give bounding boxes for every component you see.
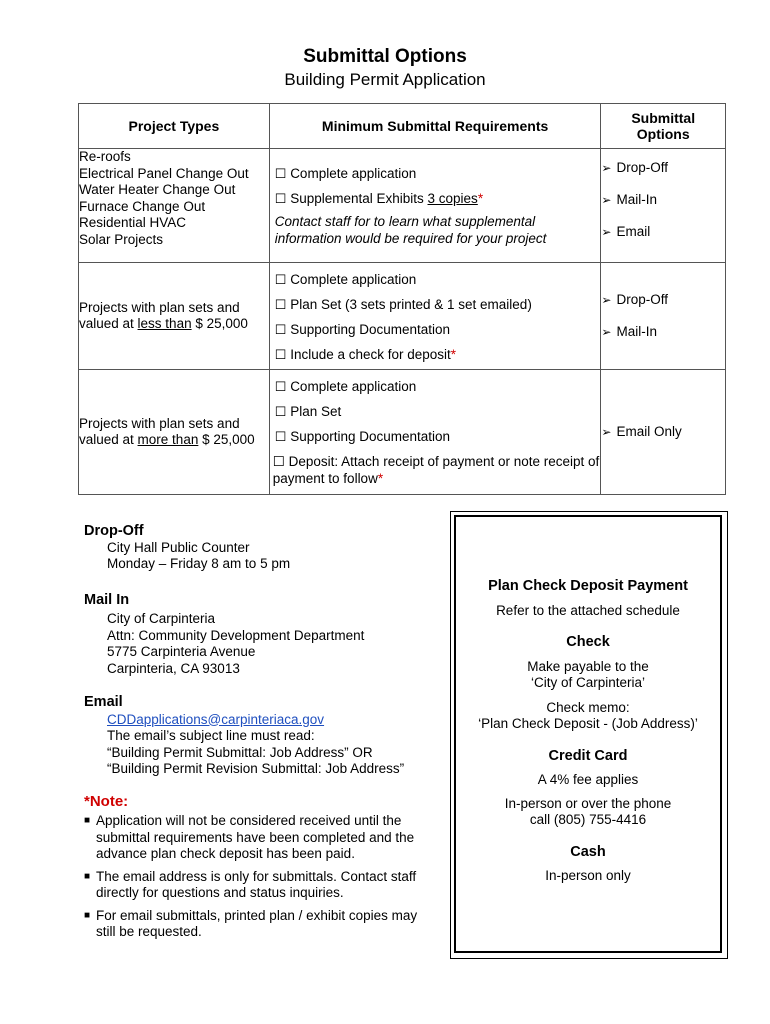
cash-details: In-person only: [545, 868, 631, 883]
project-type-item: Solar Projects: [79, 231, 164, 247]
project-types-cell: Projects with plan sets and valued at more than $ 25,000: [79, 370, 270, 495]
note-item: ■ For email submittals, printed plan / exhibit copies may still be requested.: [84, 907, 418, 939]
header-submittal-options: Submittal Options: [601, 104, 726, 149]
submittal-requirements-table: [78, 103, 726, 495]
note-heading: *Note:: [84, 792, 129, 810]
checkbox-icon: ☐: [274, 191, 287, 206]
requirements-cell: [269, 149, 601, 263]
option-item: ➢ Mail-In: [601, 323, 657, 339]
option-item: ➢ Drop-Off: [601, 160, 668, 175]
requirement-item: ☐ Deposit: Attach receipt of payment or note receipt of payment to follow*: [272, 454, 600, 486]
payment-schedule: Refer to the attached schedule: [496, 602, 680, 618]
square-bullet-icon: ■: [84, 815, 91, 826]
dropoff-details: City Hall Public Counter Monday – Friday 8 am to 5 pm: [107, 539, 291, 571]
requirement-item: ☐ Complete application: [274, 166, 417, 181]
payment-info: [456, 578, 720, 885]
requirement-item: ☐ Supplemental Exhibits 3 copies*: [274, 191, 484, 206]
checkbox-icon: ☐: [274, 272, 287, 287]
arrow-bullet-icon: ➢: [601, 292, 612, 307]
email-heading: Email: [84, 694, 123, 710]
requirement-item: ☐ Complete application: [274, 272, 417, 287]
requirement-item: ☐ Supporting Documentation: [274, 322, 451, 337]
requirement-item: ☐ Plan Set (3 sets printed & 1 set emailed): [274, 297, 532, 312]
arrow-bullet-icon: ➢: [601, 324, 612, 339]
requirement-item: ☐ Include a check for deposit*: [274, 347, 457, 362]
page-subtitle: Building Permit Application: [284, 70, 486, 89]
options-cell: [601, 370, 726, 495]
requirement-note: Contact staff for to learn what supplemental information would be required for your project: [274, 214, 547, 246]
project-types-cell: Projects with plan sets and valued at less than $ 25,000: [79, 263, 270, 370]
option-item: ➢ Email: [601, 224, 651, 239]
email-link[interactable]: CDDapplications@carpinteriaca.gov: [107, 711, 325, 727]
square-bullet-icon: ■: [84, 870, 91, 882]
check-payable: Make payable to the ‘City of Carpinteria’: [527, 658, 649, 690]
project-types-cell: [79, 149, 270, 263]
arrow-bullet-icon: ➢: [601, 424, 612, 439]
project-type-item: Residential HVAC: [79, 215, 187, 230]
checkbox-icon: ☐: [274, 429, 287, 444]
payment-heading: Plan Check Deposit Payment: [488, 578, 688, 594]
table-header-row: [79, 104, 726, 149]
square-bullet-icon: ■: [84, 909, 91, 921]
check-heading: Check: [566, 634, 610, 650]
option-item: ➢ Email Only: [601, 423, 682, 439]
project-type-item: Water Heater Change Out: [79, 182, 236, 197]
checkbox-icon: ☐: [274, 379, 287, 394]
requirement-item: ☐ Complete application: [274, 379, 417, 394]
header-min-requirements: Minimum Submittal Requirements: [269, 104, 601, 149]
project-type-item: Electrical Panel Change Out: [79, 165, 249, 181]
credit-card-heading: Credit Card: [548, 747, 628, 764]
credit-card-details: In-person or over the phone call (805) 755-4416: [504, 795, 672, 827]
note-item: ■ The email address is only for submittals. Contact staff directly for questions and status inquiries.: [84, 868, 417, 900]
checkbox-icon: ☐: [274, 322, 287, 337]
arrow-bullet-icon: ➢: [601, 225, 612, 239]
page-title: Submittal Options: [303, 46, 467, 67]
mailin-address: City of Carpinteria Attn: Community Development Department 5775 Carpinteria Avenue Carpinteria, CA 93013: [107, 611, 365, 676]
check-memo: Check memo: ‘Plan Check Deposit - (Job Address)’: [478, 699, 698, 731]
requirements-cell: [269, 370, 601, 495]
cash-heading: Cash: [570, 843, 606, 860]
dropoff-heading: Drop-Off: [84, 523, 144, 539]
requirement-item: ☐ Supporting Documentation: [274, 429, 451, 444]
checkbox-icon: ☐: [274, 347, 287, 362]
options-cell: [601, 149, 726, 263]
requirement-item: ☐ Plan Set: [274, 404, 342, 419]
checkbox-icon: ☐: [274, 166, 287, 181]
table-row: [79, 149, 726, 263]
project-type-item: Re-roofs: [79, 149, 131, 164]
option-item: ➢ Drop-Off: [601, 291, 668, 307]
option-item: ➢ Mail-In: [601, 192, 657, 207]
email-details: CDDapplications@carpinteriaca.gov The email’s subject line must read: “Building Permit Submittal: Job Address” OR “Building Permit Revision Submittal: Job Address”: [84, 712, 424, 778]
credit-card-fee: A 4% fee applies: [537, 772, 639, 787]
checkbox-icon: ☐: [272, 454, 285, 469]
options-cell: [601, 263, 726, 370]
project-type-item: Furnace Change Out: [79, 198, 206, 214]
contact-info: [84, 523, 424, 941]
requirements-cell: [269, 263, 601, 370]
arrow-bullet-icon: ➢: [601, 161, 612, 175]
note-item: ■ Application will not be considered received until the submittal requirements have been completed and the advance plan check deposit has been paid.: [84, 813, 415, 861]
header-project-types: Project Types: [79, 104, 270, 149]
arrow-bullet-icon: ➢: [601, 193, 612, 207]
checkbox-icon: ☐: [274, 297, 287, 312]
mailin-heading: Mail In: [84, 591, 130, 608]
table-row: [79, 263, 726, 370]
checkbox-icon: ☐: [274, 404, 287, 419]
table-row: [79, 370, 726, 495]
